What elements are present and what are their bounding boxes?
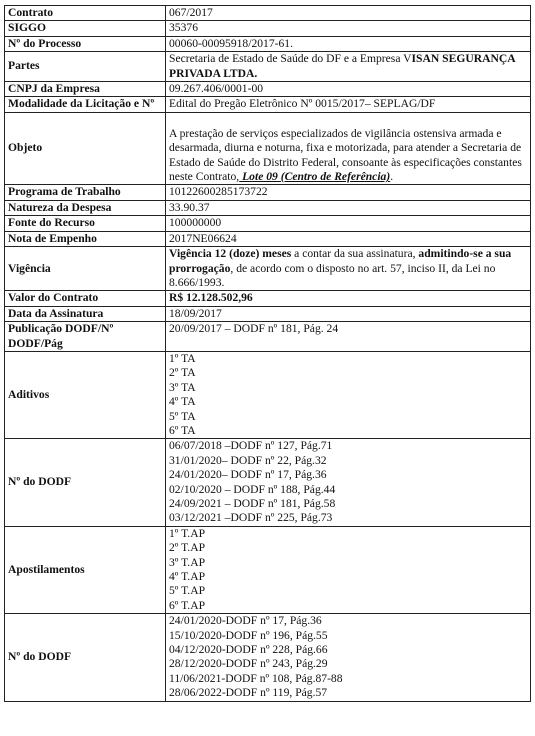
row-contrato xyxy=(5,6,531,21)
row-publicacao xyxy=(5,322,531,352)
list-item: 4º T.AP xyxy=(169,570,206,584)
value-siggo: 35376 xyxy=(166,21,531,36)
contract-table xyxy=(4,5,531,702)
label-fonte: Fonte do Recurso xyxy=(5,216,166,231)
row-programa xyxy=(5,185,531,200)
label-apostilamentos: Apostilamentos xyxy=(5,526,166,613)
value-assinatura: 18/09/2017 xyxy=(166,306,531,321)
label-aditivos: Aditivos xyxy=(5,351,166,438)
objeto-text: A prestação de serviços especializados de vigilância ostensiva armada e desarmada, diurna e noturna, fixa e motorizada, para atender a Secretaria de Estado de Saúde do Distrito Federal, consoante às especificações constantes neste Contrato, xyxy=(169,126,522,184)
label-empenho: Nota de Empenho xyxy=(5,231,166,246)
row-cnpj xyxy=(5,82,531,97)
label-contrato: Contrato xyxy=(5,6,166,21)
list-item: 5º TA xyxy=(169,409,196,423)
label-publicacao: Publicação DODF/Nº DODF/Pág xyxy=(5,322,166,352)
row-natureza xyxy=(5,200,531,215)
row-empenho xyxy=(5,231,531,246)
value-programa: 10122600285173722 xyxy=(166,185,531,200)
row-dodf-aditivos xyxy=(5,439,531,526)
list-item: 6º T.AP xyxy=(169,598,206,612)
row-apostilamentos xyxy=(5,526,531,613)
label-natureza: Natureza da Despesa xyxy=(5,200,166,215)
vigencia-text-2: , de acordo com o disposto no art. 57, inciso II, da Lei no 8.666/1993. xyxy=(169,261,496,289)
label-programa: Programa de Trabalho xyxy=(5,185,166,200)
list-item: 24/01/2020– DODF nº 17, Pág.36 xyxy=(169,468,327,482)
value-fonte: 100000000 xyxy=(166,216,531,231)
label-dodf-aditivos: Nº do DODF xyxy=(5,439,166,526)
row-objeto xyxy=(5,112,531,185)
row-modalidade xyxy=(5,97,531,112)
value-modalidade: Edital do Pregão Eletrônico Nº 0015/2017– SEPLAG/DF xyxy=(166,97,531,112)
row-processo xyxy=(5,36,531,51)
list-item: 1º T.AP xyxy=(169,526,206,540)
list-item: 03/12/2021 –DODF nº 225, Pág.73 xyxy=(169,511,333,525)
list-item: 31/01/2020– DODF nº 22, Pág.32 xyxy=(169,453,327,467)
objeto-lote: Lote 09 (Centro de Referência) xyxy=(239,170,391,184)
value-apostilamentos xyxy=(166,526,531,613)
row-assinatura xyxy=(5,306,531,321)
label-vigencia: Vigência xyxy=(5,247,166,291)
partes-company: ISAN SEGURANÇA PRIVADA LTDA. xyxy=(169,52,515,80)
objeto-end: . xyxy=(390,170,394,184)
list-item: 02/10/2020 – DODF nº 188, Pág.44 xyxy=(169,482,336,496)
row-dodf-apostilamentos xyxy=(5,614,531,701)
label-dodf-apostilamentos: Nº do DODF xyxy=(5,614,166,701)
list-item: 28/06/2022-DODF nº 119, Pág.57 xyxy=(169,686,328,700)
label-assinatura: Data da Assinatura xyxy=(5,306,166,321)
list-item: 24/09/2021 – DODF nº 181, Pág.58 xyxy=(169,497,336,510)
label-valor: Valor do Contrato xyxy=(5,291,166,306)
vigencia-term: Vigência 12 (doze) meses xyxy=(169,247,292,261)
value-cnpj: 09.267.406/0001-00 xyxy=(166,82,531,97)
list-item: 5º T.AP xyxy=(169,584,206,598)
list-item: 2º TA xyxy=(169,366,196,380)
list-item: 3º TA xyxy=(169,380,196,394)
label-processo: Nº do Processo xyxy=(5,36,166,51)
label-modalidade: Modalidade da Licitação e Nº xyxy=(5,97,166,112)
value-partes xyxy=(166,52,531,82)
value-contrato: 067/2017 xyxy=(166,6,531,21)
list-item: 4º TA xyxy=(169,395,196,409)
label-partes: Partes xyxy=(5,52,166,82)
list-item: 1º TA xyxy=(169,351,196,365)
value-natureza: 33.90.37 xyxy=(166,200,531,215)
list-item: 28/12/2020-DODF nº 243, Pág.29 xyxy=(169,657,328,671)
list-item: 2º T.AP xyxy=(169,541,206,555)
list-item: 11/06/2021-DODF nº 108, Pág.87-88 xyxy=(169,671,343,685)
list-item: 06/07/2018 –DODF nº 127, Pág.71 xyxy=(169,439,333,453)
list-item: 04/12/2020-DODF nº 228, Pág.66 xyxy=(169,643,328,657)
list-item: 24/01/2020-DODF nº 17, Pág.36 xyxy=(169,614,322,628)
value-processo: 00060-00095918/2017-61. xyxy=(166,36,531,51)
list-item: 15/10/2020-DODF nº 196, Pág.55 xyxy=(169,628,328,642)
value-publicacao: 20/09/2017 – DODF nº 181, Pág. 24 xyxy=(166,322,531,352)
value-dodf-aditivos xyxy=(166,439,531,526)
row-vigencia xyxy=(5,247,531,291)
value-valor: R$ 12.128.502,96 xyxy=(166,291,531,306)
label-cnpj: CNPJ da Empresa xyxy=(5,82,166,97)
contract-summary xyxy=(4,5,531,702)
value-aditivos xyxy=(166,351,531,438)
row-aditivos xyxy=(5,351,531,438)
list-item: 6º TA xyxy=(169,423,196,437)
value-vigencia xyxy=(166,247,531,291)
vigencia-text-1: a contar da sua assinatura, xyxy=(291,247,419,261)
label-siggo: SIGGO xyxy=(5,21,166,36)
value-objeto xyxy=(166,112,531,185)
row-partes xyxy=(5,52,531,82)
partes-text: Secretaria de Estado de Saúde do DF e a Empresa V xyxy=(169,52,412,66)
list-item: 3º T.AP xyxy=(169,555,206,569)
row-siggo xyxy=(5,21,531,36)
vigencia-prorrogacao: admitindo-se a sua prorrogação xyxy=(169,247,512,275)
row-valor xyxy=(5,291,531,306)
value-empenho: 2017NE06624 xyxy=(166,231,531,246)
label-objeto: Objeto xyxy=(5,112,166,185)
row-fonte xyxy=(5,216,531,231)
value-dodf-apostilamentos xyxy=(166,614,531,701)
